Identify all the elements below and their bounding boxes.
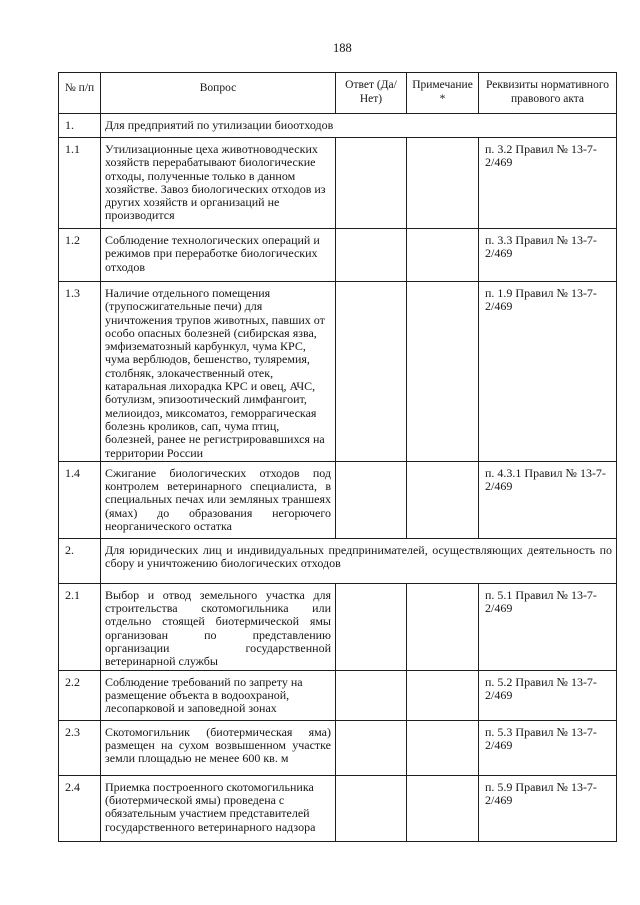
checklist-table <box>58 72 617 842</box>
section-title: Для предприятий по утилизации биоотходов <box>101 114 617 138</box>
note-cell <box>407 720 479 775</box>
section-title: Для юридических лиц и индивидуальных предпринимателей, осуществляющих деятельность по сбору и уничтожению биологических отходов <box>101 538 617 583</box>
answer-cell <box>336 461 407 538</box>
note-cell <box>407 670 479 720</box>
answer-cell <box>336 720 407 775</box>
table-row <box>59 775 617 841</box>
header-note: Примечание * <box>407 73 479 114</box>
reference-cell: п. 1.9 Правил № 13-7-2/469 <box>479 282 617 462</box>
answer-cell <box>336 282 407 462</box>
question-cell: Соблюдение требований по запрету на размещение объекта в водоохраной, лесопарковой и заповедной зонах <box>101 670 336 720</box>
note-cell <box>407 583 479 670</box>
header-question: Вопрос <box>101 73 336 114</box>
section-row <box>59 538 617 583</box>
question-cell: Утилизационные цеха животноводческих хозяйств перерабатывают биологические отходы, полученные только в данном хозяйстве. Завоз биологических отходов из других хозяйств и организаций не производится <box>101 138 336 229</box>
answer-cell <box>336 229 407 282</box>
note-cell <box>407 282 479 462</box>
question-cell: Наличие отдельного помещения (трупосжигательные печи) для уничтожения трупов животных, павших от особо опасных болезней (сибирская язва, эмфизематозный карбункул, чума КРС, чума верблюдов, бешенство, туляремия, столбняк, злокачественный отек, катаральная лихорадка КРС и овец, АЧС, ботулизм, эпизоотический лимфангоит, мелиоидоз, миксоматоз, геморрагическая болезнь кроликов, сап, чума птиц, болезней, ранее не регистрировавшихся на территории России <box>101 282 336 462</box>
question-cell: Сжигание биологических отходов под контролем ветеринарного специалиста, в специальных печах или земляных траншеях (ямах) до образования негорючего неорганического остатка <box>101 461 336 538</box>
table-row <box>59 583 617 670</box>
question-cell: Выбор и отвод земельного участка для строительства скотомогильника или отдельно стоящей биотермической ямы организован по представлению организации государственной ветеринарной службы <box>101 583 336 670</box>
row-number: 1.3 <box>59 282 101 462</box>
row-number: 1.1 <box>59 138 101 229</box>
row-number: 2.2 <box>59 670 101 720</box>
table-row <box>59 670 617 720</box>
row-number: 2.4 <box>59 775 101 841</box>
reference-cell: п. 5.3 Правил № 13-7-2/469 <box>479 720 617 775</box>
section-number: 2. <box>59 538 101 583</box>
section-number: 1. <box>59 114 101 138</box>
answer-cell <box>336 138 407 229</box>
reference-cell: п. 3.3 Правил № 13-7-2/469 <box>479 229 617 282</box>
reference-cell: п. 5.2 Правил № 13-7-2/469 <box>479 670 617 720</box>
note-cell <box>407 138 479 229</box>
table-row <box>59 282 617 462</box>
header-reference: Реквизиты нормативного правового акта <box>479 73 617 114</box>
question-cell: Соблюдение технологических операций и режимов при переработке биологических отходов <box>101 229 336 282</box>
reference-cell: п. 4.3.1 Правил № 13-7-2/469 <box>479 461 617 538</box>
reference-cell: п. 3.2 Правил № 13-7-2/469 <box>479 138 617 229</box>
table-row <box>59 461 617 538</box>
note-cell <box>407 461 479 538</box>
answer-cell <box>336 775 407 841</box>
row-number: 1.2 <box>59 229 101 282</box>
header-answer: Ответ (Да/Нет) <box>336 73 407 114</box>
table-body <box>59 114 617 842</box>
reference-cell: п. 5.1 Правил № 13-7-2/469 <box>479 583 617 670</box>
reference-cell: п. 5.9 Правил № 13-7-2/469 <box>479 775 617 841</box>
table-head <box>59 73 617 114</box>
question-cell: Скотомогильник (биотермическая яма) размещен на сухом возвышенном участке земли площадью не менее 600 кв. м <box>101 720 336 775</box>
table-header-row <box>59 73 617 114</box>
answer-cell <box>336 670 407 720</box>
answer-cell <box>336 583 407 670</box>
row-number: 1.4 <box>59 461 101 538</box>
note-cell <box>407 229 479 282</box>
row-number: 2.3 <box>59 720 101 775</box>
table-row <box>59 720 617 775</box>
page-number: 188 <box>333 41 352 55</box>
row-number: 2.1 <box>59 583 101 670</box>
question-cell: Приемка построенного скотомогильника (биотермической ямы) проведена с обязательным участием представителей государственного ветеринарного надзора <box>101 775 336 841</box>
header-number: № п/п <box>59 73 101 114</box>
table-row <box>59 138 617 229</box>
note-cell <box>407 775 479 841</box>
section-row <box>59 114 617 138</box>
table-row <box>59 229 617 282</box>
